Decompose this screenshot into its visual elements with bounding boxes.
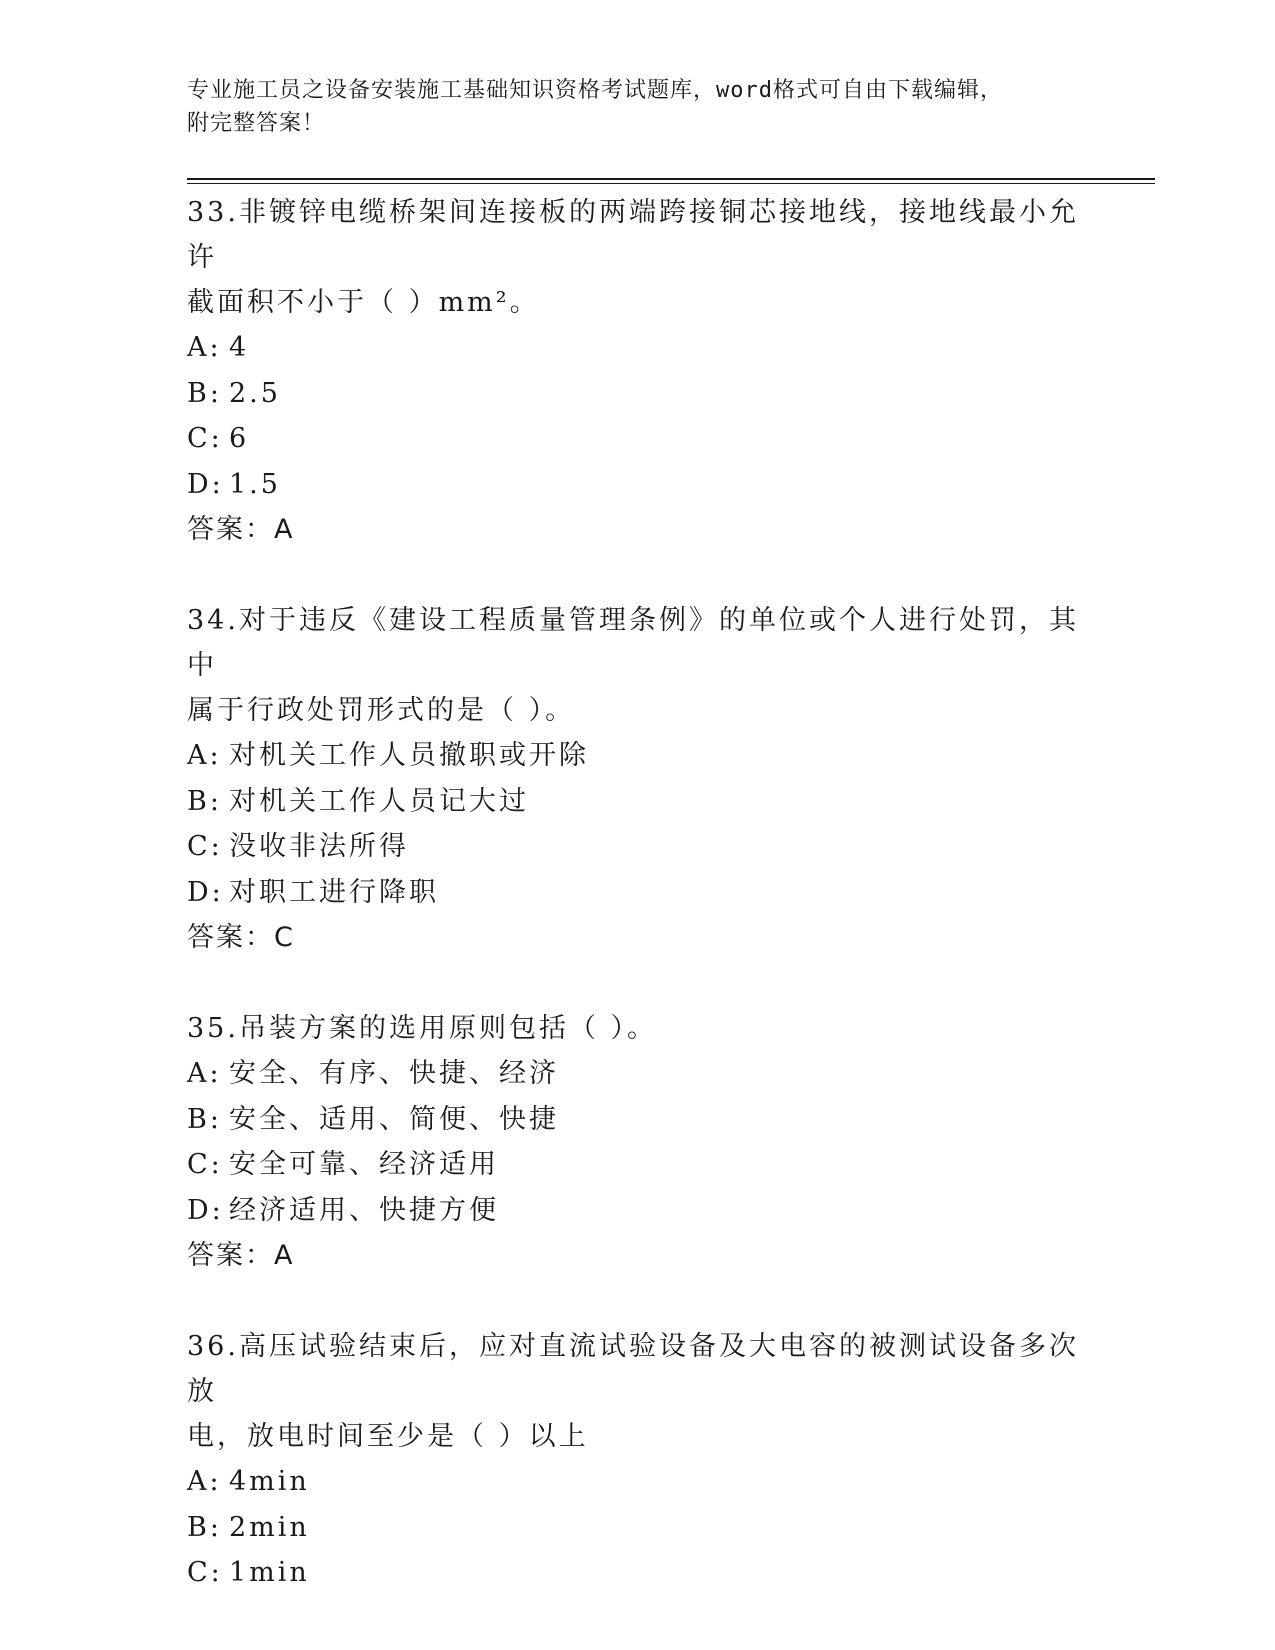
option-letter: D: [187,876,224,908]
question-stem [187,1324,1087,1414]
option-letter: B: [187,377,222,409]
option-text: 安全、适用、简便、快捷 [229,1103,559,1135]
answer: 答案：C [187,922,295,953]
option-text: 对职工进行降职 [229,876,439,908]
option-letter: A: [187,740,222,771]
header-divider-thick [187,178,1155,180]
option-a [187,733,1087,779]
header-divider-thin [187,183,1155,184]
option-letter: D: [187,468,224,500]
option-b [187,779,1087,825]
question-36 [187,1324,1087,1596]
option-b [187,371,1087,417]
option-text: 2.5 [229,377,281,409]
option-text: 没收非法所得 [229,831,409,862]
question-stem-line-1: 非镀锌电缆桥架间连接板的两端跨接铜芯接地线，接地线最小允许 [187,197,1079,273]
option-b [187,1505,1087,1551]
option-letter: C: [187,423,223,454]
option-letter: B: [187,1103,222,1135]
option-a [187,1459,1087,1505]
option-text: 安全可靠、经济适用 [229,1149,499,1180]
question-number: 35. [187,1013,239,1044]
header-line-2: 附完整答案！ [187,111,326,136]
option-text: 对机关工作人员撤职或开除 [229,740,589,771]
option-text: 4 [229,332,250,363]
option-d [187,462,1087,508]
option-c [187,416,1087,462]
question-stem [187,598,1087,688]
option-text: 4min [229,1466,310,1497]
answer: 答案：A [187,514,295,545]
question-list [187,190,1087,1642]
document-header [187,74,1067,140]
option-text: 经济适用、快捷方便 [229,1194,499,1226]
option-c [187,1550,1087,1596]
question-stem [187,190,1087,280]
header-line-1: 专业施工员之设备安装施工基础知识资格考试题库，word格式可自由下载编辑， [187,78,1003,103]
option-letter: A: [187,1466,222,1497]
option-c [187,824,1087,870]
question-number: 36. [187,1331,239,1362]
question-stem-line-2: 截面积不小于（ ）mm²。 [187,287,540,318]
option-b [187,1097,1087,1143]
option-letter: C: [187,831,223,862]
question-stem-line-2: 属于行政处罚形式的是（ ）。 [187,695,576,726]
option-text: 1.5 [229,468,281,500]
option-letter: A: [187,332,222,363]
answer: 答案：A [187,1240,295,1271]
question-stem-line-1: 对于违反《建设工程质量管理条例》的单位或个人进行处罚，其中 [187,605,1079,681]
question-stem-line-1: 高压试验结束后，应对直流试验设备及大电容的被测试设备多次放 [187,1331,1079,1407]
option-letter: D: [187,1194,224,1226]
option-text: 对机关工作人员记大过 [229,785,529,817]
option-text: 6 [229,423,250,454]
option-text: 2min [229,1511,310,1543]
question-stem-line-2: 电，放电时间至少是（ ）以上 [187,1421,589,1452]
option-letter: B: [187,785,222,817]
option-d [187,1188,1087,1234]
option-d [187,870,1087,916]
option-c [187,1142,1087,1188]
option-letter: A: [187,1058,222,1089]
question-number: 34. [187,605,239,636]
option-a [187,325,1087,371]
option-text: 安全、有序、快捷、经济 [229,1058,559,1089]
option-letter: C: [187,1149,223,1180]
question-stem [187,1006,1087,1051]
option-letter: B: [187,1511,222,1543]
question-33 [187,190,1087,552]
option-letter: C: [187,1557,223,1588]
question-35 [187,1006,1087,1278]
option-a [187,1051,1087,1097]
question-number: 33. [187,197,239,228]
question-34 [187,598,1087,960]
question-stem-line-1: 吊装方案的选用原则包括（ ）。 [238,1013,658,1044]
option-text: 1min [229,1557,310,1588]
